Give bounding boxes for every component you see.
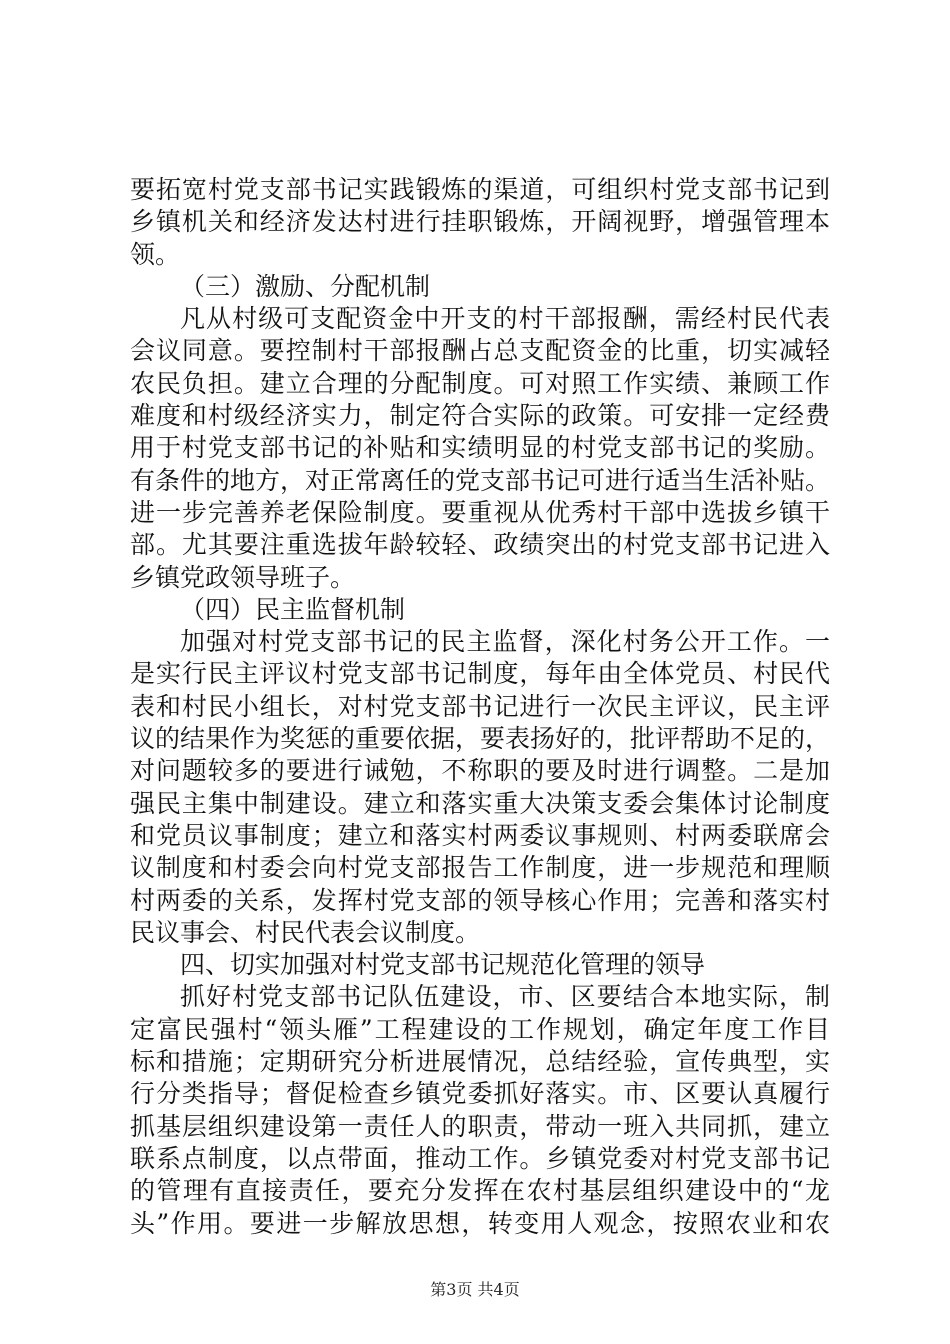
text-line: 民议事会、村民代表会议制度。: [130, 917, 481, 947]
section-heading-supervision: [130, 594, 830, 626]
text-line: 加强对村党支部书记的民主监督，深化村务公开工作。一: [180, 627, 830, 657]
heading-text: 四、切实加强对村党支部书记规范化管理的领导: [180, 950, 706, 980]
text-line: 强民主集中制建设。建立和落实重大决策支委会集体讨论制度: [130, 788, 830, 818]
text-line: 表和村民小组长，对村党支部书记进行一次民主评议，民主评: [130, 691, 830, 721]
section-heading-incentive: [130, 271, 830, 303]
paragraph-supervision: [130, 626, 830, 949]
text-line: 有条件的地方，对正常离任的党支部书记可进行适当生活补贴。: [130, 465, 831, 495]
text-line: 定富民强村“领头雁”工程建设的工作规划，确定年度工作目: [130, 1014, 830, 1044]
text-line: 行分类指导；督促检查乡镇党委抓好落实。市、区要认真履行: [130, 1079, 830, 1109]
text-line: 议制度和村委会向村党支部报告工作制度，进一步规范和理顺: [130, 853, 830, 883]
text-line: 头”作用。要进一步解放思想，转变用人观念，按照农业和农: [130, 1208, 830, 1238]
text-line: 乡镇机关和经济发达村进行挂职锻炼，开阔视野，增强管理本: [130, 207, 830, 237]
text-line: 抓好村党支部书记队伍建设，市、区要结合本地实际，制: [180, 982, 830, 1012]
paragraph-continuation: [130, 174, 830, 271]
heading-text: （三）激励、分配机制: [180, 271, 431, 301]
page-number: 第3页 共4页: [430, 1280, 520, 1299]
document-body: [130, 174, 830, 1240]
section-heading-leadership: [130, 949, 830, 981]
text-line: 难度和村级经济实力，制定符合实际的政策。可安排一定经费: [130, 401, 830, 431]
text-line: 部。尤其要注重选拔年龄较轻、政绩突出的村党支部书记进入: [130, 530, 830, 560]
text-line: 用于村党支部书记的补贴和实绩明显的村党支部书记的奖励。: [130, 433, 830, 463]
text-line: 抓基层组织建设第一责任人的职责，带动一班入共同抓，建立: [130, 1111, 830, 1141]
text-line: 村两委的关系，发挥村党支部的领导核心作用；完善和落实村: [130, 885, 830, 915]
text-line: 的管理有直接责任，要充分发挥在农村基层组织建设中的“龙: [130, 1176, 830, 1206]
text-line: 标和措施；定期研究分析进展情况，总结经验，宣传典型，实: [130, 1047, 830, 1077]
paragraph-incentive: [130, 303, 830, 594]
text-line: 领。: [130, 239, 181, 269]
text-line: 凡从村级可支配资金中开支的村干部报酬，需经村民代表: [180, 304, 830, 334]
text-line: 进一步完善养老保险制度。要重视从优秀村干部中选拔乡镇干: [130, 497, 830, 527]
text-line: 是实行民主评议村党支部书记制度，每年由全体党员、村民代: [130, 659, 830, 689]
text-line: 会议同意。要控制村干部报酬占总支配资金的比重，切实减轻: [130, 336, 830, 366]
text-line: 和党员议事制度；建立和落实村两委议事规则、村两委联席会: [130, 820, 830, 850]
text-line: 要拓宽村党支部书记实践锻炼的渠道，可组织村党支部书记到: [130, 175, 830, 204]
paragraph-leadership: [130, 981, 830, 1239]
text-line: 乡镇党政领导班子。: [130, 562, 356, 592]
text-line: 对问题较多的要进行诫勉，不称职的要及时进行调整。二是加: [130, 756, 830, 786]
text-line: 联系点制度，以点带面，推动工作。乡镇党委对村党支部书记: [130, 1143, 830, 1173]
page-footer: [0, 1280, 950, 1300]
heading-text: （四）民主监督机制: [180, 594, 406, 624]
text-line: 农民负担。建立合理的分配制度。可对照工作实绩、兼顾工作: [130, 368, 830, 398]
text-line: 议的结果作为奖惩的重要依据，要表扬好的，批评帮助不足的，: [130, 724, 831, 754]
